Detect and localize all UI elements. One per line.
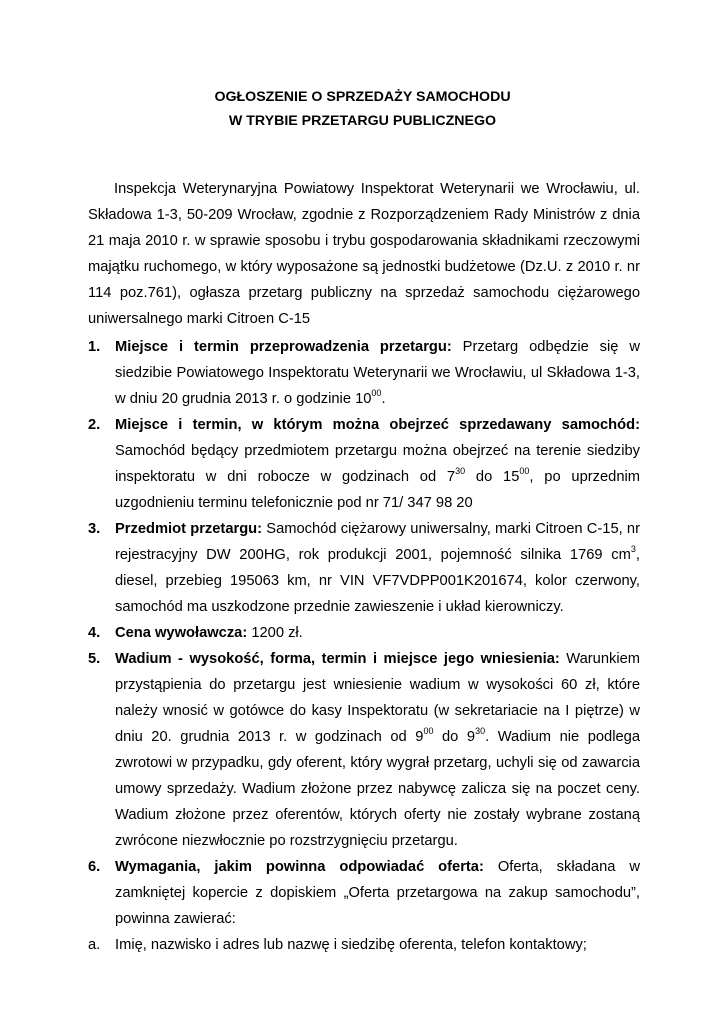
sub-item-letter: a. — [88, 937, 101, 953]
list-item-text: do 9 — [433, 729, 476, 745]
list-item-label: Wadium - wysokość, forma, termin i miejsce jego wniesienia: — [115, 651, 560, 667]
list-item-text: Przetarg odbędzie się w siedzibie Powiatowego Inspektoratu Weterynarii we Wrocławiu, ul Składowa 1-3, w dniu 20 grudnia 2013 r. o godzinie 10 — [115, 339, 640, 407]
superscript: 00 — [423, 726, 434, 737]
list-item-text: Samochód ciężarowy uniwersalny, marki Citroen C-15, nr rejestracyjny DW 200HG, rok produkcji 2001, pojemność silnika 1769 cm — [115, 521, 640, 563]
list-item-label: Miejsce i termin, w którym można obejrzeć sprzedawany samochód: — [115, 417, 640, 433]
list-item-text: 1200 zł. — [247, 625, 303, 641]
list-item-5 — [88, 646, 640, 854]
superscript: 00 — [371, 388, 382, 399]
list-item-label: Przedmiot przetargu: — [115, 521, 263, 537]
sub-item-a — [88, 932, 640, 958]
list-item-text: Oferta, składana w zamkniętej kopercie z dopiskiem „Oferta przetargowa na zakup samochodu”, powinna zawierać: — [115, 859, 640, 927]
superscript: 30 — [455, 466, 466, 477]
list-item-label: Miejsce i termin przeprowadzenia przetargu: — [115, 339, 452, 355]
sub-item-text: Imię, nazwisko i adres lub nazwę i siedzibę oferenta, telefon kontaktowy; — [115, 937, 587, 953]
list-item-text: do 15 — [465, 469, 520, 485]
list-item-label: Wymagania, jakim powinna odpowiadać oferta: — [115, 859, 484, 875]
list-item-number: 6. — [88, 859, 101, 875]
list-item-text: . — [381, 391, 386, 407]
list-item-text: , diesel, przebieg 195063 km, nr VIN VF7VDPP001K201674, kolor czerwony, samochód ma uszkodzone przednie zawieszenie i układ kierowniczy. — [115, 547, 640, 615]
list-item-text: , po uprzednim uzgodnieniu terminu telefonicznie pod nr 71/ 347 98 20 — [115, 469, 640, 511]
numbered-list — [88, 334, 640, 958]
list-item-number: 2. — [88, 417, 101, 433]
list-item-text: Samochód będący przedmiotem przetargu można obejrzeć na terenie siedziby inspektoratu w dni robocze w godzinach od 7 — [115, 443, 640, 485]
list-item-6 — [88, 854, 640, 932]
list-item-2 — [88, 412, 640, 516]
list-item-number: 3. — [88, 521, 101, 537]
document-title-line-2: W TRYBIE PRZETARGU PUBLICZNEGO — [228, 113, 497, 129]
list-item-number: 4. — [88, 625, 101, 641]
list-item-label: Cena wywoławcza: — [115, 625, 248, 641]
document-title-line-1: OGŁOSZENIE O SPRZEDAŻY SAMOCHODU — [214, 89, 511, 105]
list-item-number: 5. — [88, 651, 101, 667]
superscript: 00 — [519, 466, 530, 477]
list-item-4 — [88, 620, 640, 646]
list-item-1 — [88, 334, 640, 412]
list-item-text: . Wadium nie podlega zwrotowi w przypadku, gdy oferent, który wygrał przetarg, uchyli się od zawarcia umowy sprzedaży. Wadium złożone przez nabywcę zalicza się na poczet ceny. Wadium złożone przez oferentów, których oferty nie zostały wybrane zostaną zwrócone niezwłocznie po rozstrzygnięciu przetargu. — [115, 729, 640, 849]
superscript: 30 — [475, 726, 486, 737]
superscript: 3 — [630, 544, 636, 555]
list-item-number: 1. — [88, 339, 101, 355]
list-item-3 — [88, 516, 640, 620]
intro-paragraph: Inspekcja Weterynaryjna Powiatowy Inspektorat Weterynarii we Wrocławiu, ul. Składowa 1-3, 50-209 Wrocław, zgodnie z Rozporządzeniem Rady Ministrów z dnia 21 maja 2010 r. w sprawie sposobu i trybu gospodarowania składnikami rzeczowymi majątku ruchomego, w który wyposażone są jednostki budżetowe (Dz.U. z 2010 r. nr 114 poz.761), ogłasza przetarg publiczny na sprzedaż samochodu ciężarowego uniwersalnego marki Citroen C-15 — [88, 181, 640, 327]
list-item-text: Warunkiem przystąpienia do przetargu jest wniesienie wadium w wysokości 60 zł, które należy wnosić w gotówce do kasy Inspektoratu (w sekretariacie na I piętrze) w dniu 20. grudnia 2013 r. w godzinach od 9 — [115, 651, 640, 745]
